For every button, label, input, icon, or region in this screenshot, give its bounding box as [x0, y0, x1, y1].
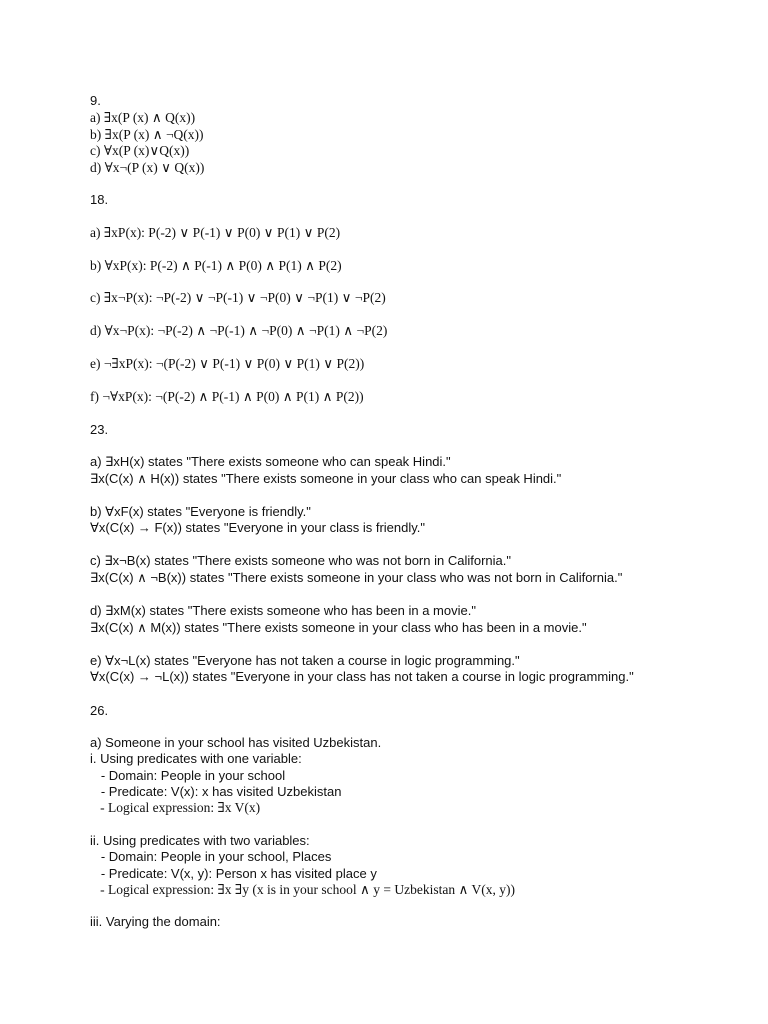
q18-number: 18.: [90, 192, 109, 207]
q26-part-i-expression: - Logical expression: ∃x V(x): [90, 800, 261, 815]
q18-answer-d: d) ∀x¬P(x): ¬P(-2) ∧ ¬P(-1) ∧ ¬P(0) ∧ ¬P(1) ∧ ¬P(2): [90, 323, 388, 338]
q26-part-ii-title: ii. Using predicates with two variables:: [90, 833, 310, 848]
q23-number: 23.: [90, 422, 109, 437]
q18-answer-e: e) ¬∃xP(x): ¬(P(-2) ∨ P(-1) ∨ P(0) ∨ P(1) ∨ P(2)): [90, 356, 365, 371]
q23-answer-b-line2: ∀x(C(x) → F(x)) states "Everyone in your class is friendly.": [90, 520, 426, 535]
q23-answer-e-line1: e) ∀x¬L(x) states "Everyone has not taken a course in logic programming.": [90, 653, 520, 668]
q23-answer-c-line2: ∃x(C(x) ∧ ¬B(x)) states "There exists someone in your class who was not born in California.": [90, 570, 623, 585]
q26-part-iii-title: iii. Varying the domain:: [90, 914, 221, 929]
q26-part-ii-expression: - Logical expression: ∃x ∃y (x is in your school ∧ y = Uzbekistan ∧ V(x, y)): [90, 882, 515, 897]
q9-number: 9.: [90, 93, 101, 108]
q26-part-ii-predicate: - Predicate: V(x, y): Person x has visited place y: [90, 866, 377, 881]
q9-answer-a: a) ∃x(P (x) ∧ Q(x)): [90, 110, 196, 125]
q18-answer-b: b) ∀xP(x): P(-2) ∧ P(-1) ∧ P(0) ∧ P(1) ∧ P(2): [90, 258, 342, 273]
q23-answer-a-line1: a) ∃xH(x) states "There exists someone who can speak Hindi.": [90, 454, 451, 469]
q18-answer-c: c) ∃x¬P(x): ¬P(-2) ∨ ¬P(-1) ∨ ¬P(0) ∨ ¬P(1) ∨ ¬P(2): [90, 290, 386, 305]
q26-part-i-predicate: - Predicate: V(x): x has visited Uzbekistan: [90, 784, 342, 799]
q23-answer-b-line1: b) ∀xF(x) states "Everyone is friendly.": [90, 504, 311, 519]
q23-answer-e-line2: ∀x(C(x) → ¬L(x)) states "Everyone in your class has not taken a course in logic programming.": [90, 669, 634, 684]
q23-answer-c-line1: c) ∃x¬B(x) states "There exists someone who was not born in California.": [90, 553, 511, 568]
q18-answer-f: f) ¬∀xP(x): ¬(P(-2) ∧ P(-1) ∧ P(0) ∧ P(1) ∧ P(2)): [90, 389, 364, 404]
q26-part-i-title: i. Using predicates with one variable:: [90, 751, 302, 766]
q26-part-i-domain: - Domain: People in your school: [90, 768, 286, 783]
q23-answer-a-line2: ∃x(C(x) ∧ H(x)) states "There exists someone in your class who can speak Hindi.": [90, 471, 562, 486]
q9-answer-b: b) ∃x(P (x) ∧ ¬Q(x)): [90, 127, 204, 142]
q9-answer-d: d) ∀x¬(P (x) ∨ Q(x)): [90, 160, 205, 175]
q26-number: 26.: [90, 703, 109, 718]
q23-answer-d-line1: d) ∃xM(x) states "There exists someone who has been in a movie.": [90, 603, 476, 618]
q23-answer-d-line2: ∃x(C(x) ∧ M(x)) states "There exists someone in your class who has been in a movie.": [90, 620, 587, 635]
q9-answer-c: c) ∀x(P (x)∨Q(x)): [90, 143, 190, 158]
q18-answer-a: a) ∃xP(x): P(-2) ∨ P(-1) ∨ P(0) ∨ P(1) ∨ P(2): [90, 225, 341, 240]
q26-part-a-title: a) Someone in your school has visited Uzbekistan.: [90, 735, 382, 750]
q26-part-ii-domain: - Domain: People in your school, Places: [90, 849, 332, 864]
